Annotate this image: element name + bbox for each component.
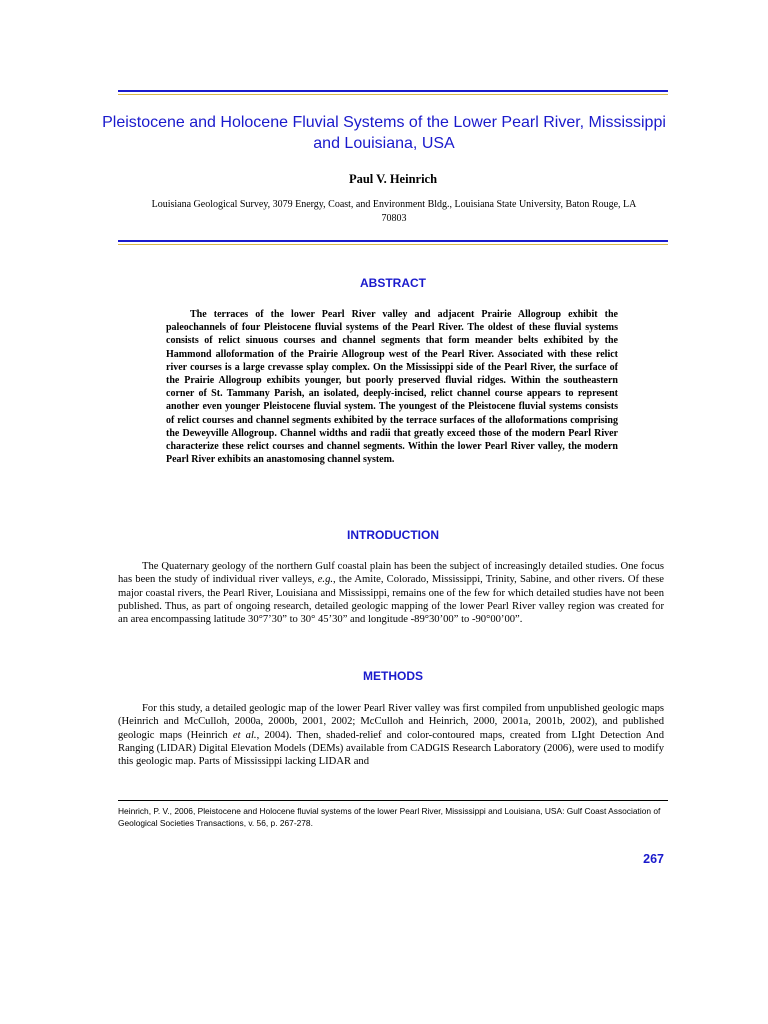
introduction-paragraph <box>118 560 664 626</box>
header-bottom-rule <box>118 240 668 245</box>
introduction-text-2: , the Amite, Colorado, Mississippi, Trinity, Sabine, and other rivers. Of these major coastal rivers, the Pearl River, Louisiana and Mississippi, remains one of the few for which detailed studies have not been published. Thus, as part of ongoing research, detailed geologic mapping of the lower Pearl River valley region was created for an area encompassing latitude 30°7’30” to 30° 45’30” and longitude -89°30’00” to -90°00’00”. <box>118 574 664 626</box>
introduction-eg: e.g. <box>317 574 334 586</box>
citation-footnote: Heinrich, P. V., 2006, Pleistocene and Holocene fluvial systems of the lower Pearl River, Mississippi and Louisiana, USA: Gulf Coast Association of Geological Societies Transactions, v. 56, p. 267-278. <box>118 806 661 828</box>
author-name: Paul V. Heinrich <box>348 172 438 186</box>
abstract-heading: ABSTRACT <box>360 276 426 290</box>
author-affiliation: Louisiana Geological Survey, 3079 Energy, Coast, and Environment Bldg., Louisiana State University, Baton Rouge, LA 70803 <box>151 199 637 224</box>
methods-text-2: , 2004). Then, shaded-relief and color-contoured maps, created from LIght Detection And Ranging (LIDAR) Digital Elevation Models (DEMs) available from CADGIS Research Laboratory (2006), were used to modify this geologic map. Parts of Mississippi lacking LIDAR and <box>118 729 664 768</box>
methods-heading: METHODS <box>363 669 423 683</box>
introduction-text-1: The Quaternary geology of the northern Gulf coastal plain has been the subject of increasingly detailed studies. One focus has been the study of individual river valleys, <box>118 561 664 586</box>
footnote-rule <box>118 800 668 801</box>
methods-text-1: For this study, a detailed geologic map of the lower Pearl River valley was first compiled from unpublished geologic maps (Heinrich and McCulloh, 2000a, 2000b, 2001, 2002; McCulloh and Heinrich, 2000, 2001a, 2001b, 2002), and published geologic maps (Heinrich <box>118 703 664 741</box>
top-rule <box>118 90 668 95</box>
page-number: 267 <box>643 852 664 866</box>
methods-paragraph <box>118 702 664 768</box>
abstract-text: The terraces of the lower Pearl River valley and adjacent Prairie Allogroup exhibit the paleochannels of four Pleistocene fluvial systems of the Pearl River. The oldest of these fluvial systems consists of relict sinuous courses and channel segments that form meander belts exhibited by the Hammond alloformation of the Prairie Allogroup west of the Pearl River. Associated with these relict river courses is a large crevasse splay complex. On the Mississippi side of the Pearl River, the surface of the Prairie Allogroup exhibits younger, but poorly preserved fluvial ridges. Within the southeastern corner of St. Tammany Parish, an isolated, deeply-incised, relict channel course appears to represent another even younger Pleistocene fluvial system. The youngest of the Pleistocene fluvial systems consists of relict courses and channel segments exhibited by the terrace surfaces of the alloformations comprising the Deweyville Allogroup. Channel widths and radii that greatly exceed those of the modern Pearl River characterize these relict courses and channel segments. Within the lower Pearl River valley, the modern Pearl River exhibits an anastomosing channel system. <box>166 309 618 466</box>
methods-et-al: et al. <box>232 729 257 741</box>
paper-title: Pleistocene and Holocene Fluvial Systems of the Lower Pearl River, Mississippi and Louisiana, USA <box>102 114 666 152</box>
introduction-heading: INTRODUCTION <box>347 528 439 542</box>
